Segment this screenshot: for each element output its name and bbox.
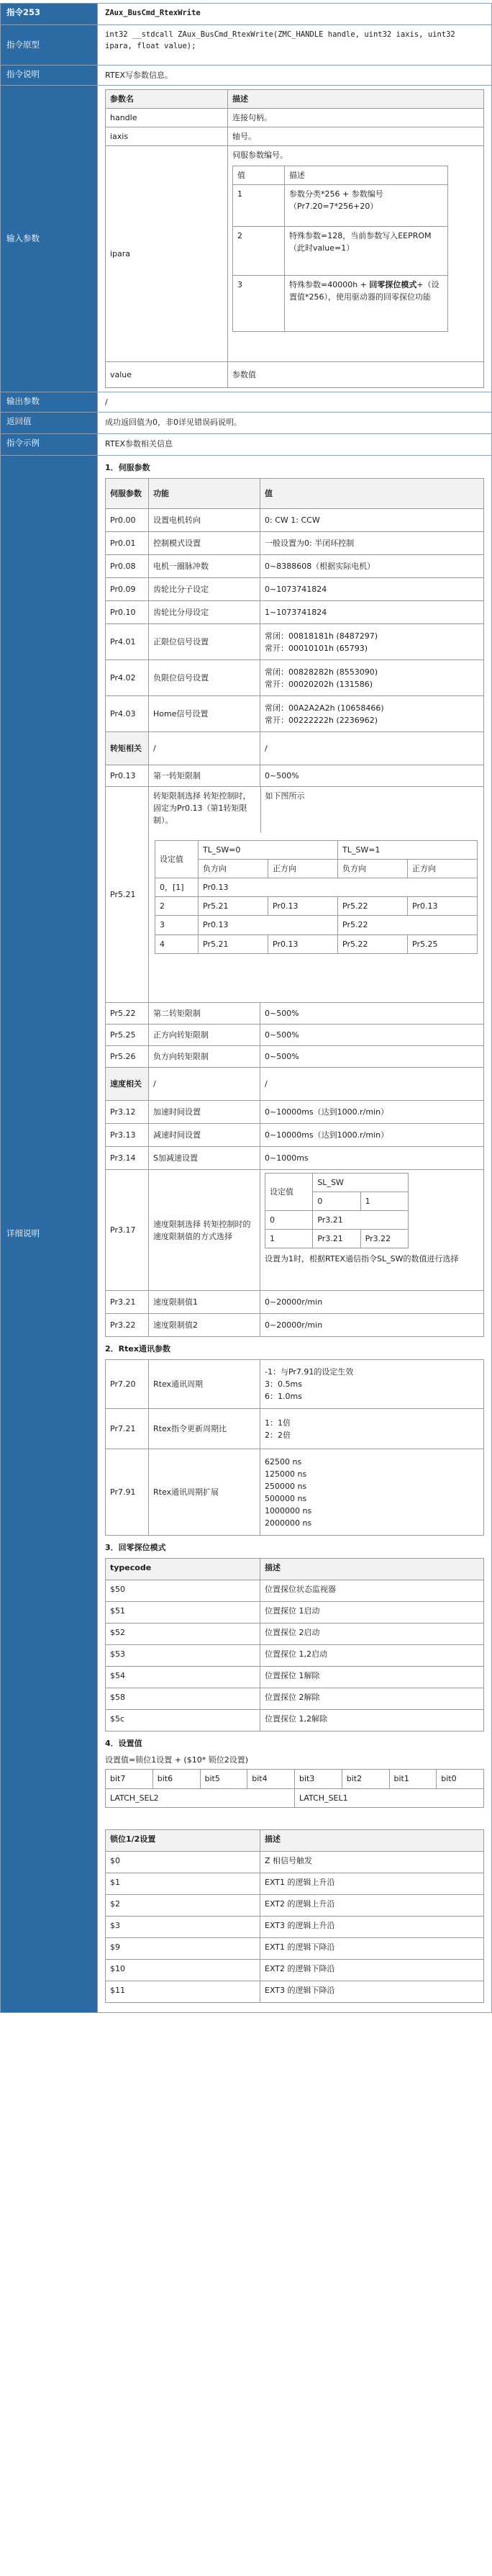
sub-col-dir: 负方向 bbox=[199, 860, 268, 878]
row-input bbox=[1, 86, 492, 392]
command-doc-table bbox=[0, 3, 492, 2013]
sub-col-slsw-1: 1 bbox=[360, 1192, 408, 1211]
servo-function: 速度限制值1 bbox=[149, 1291, 260, 1314]
rtex-value-line: -1：与Pr7.91的设定生效 bbox=[265, 1367, 354, 1377]
speed-limit-select-table bbox=[265, 1173, 409, 1248]
command-name: ZAux_BusCmd_RtexWrite bbox=[98, 4, 492, 25]
sub-col-tlsw1: TL_SW=1 bbox=[338, 841, 478, 860]
sub-cell: Pr5.25 bbox=[408, 935, 478, 953]
servo-param: Pr0.13 bbox=[106, 765, 149, 787]
latch-setting-desc: EXT3 的逻辑上升沿 bbox=[260, 1916, 484, 1937]
row-prototype bbox=[1, 25, 492, 66]
latch-setting: $3 bbox=[106, 1916, 260, 1937]
servo-function: 速度限制值2 bbox=[149, 1314, 260, 1337]
servo-function: 齿轮比分母设定 bbox=[149, 601, 260, 624]
servo-function: 控制模式设置 bbox=[149, 532, 260, 555]
ipara-value: 2 bbox=[233, 227, 285, 276]
servo-function: 第一转矩限制 bbox=[149, 765, 260, 787]
prototype-text: int32 __stdcall ZAux_BusCmd_RtexWrite(ZMC_HANDLE handle, uint32 iaxis, uint32 ipara, float value); bbox=[98, 25, 492, 66]
torque-group-function: / bbox=[149, 732, 260, 765]
servo-value: 0~20000r/min bbox=[260, 1291, 484, 1314]
sub-cell: Pr0.13 bbox=[199, 916, 338, 935]
latch-mode-table bbox=[105, 1558, 484, 1731]
typecode-desc: 位置探位 2解除 bbox=[260, 1688, 484, 1710]
latch-setting-desc: EXT1 的逻辑上升沿 bbox=[260, 1873, 484, 1894]
col-param-name: 参数名 bbox=[106, 90, 228, 109]
param-value-desc: 参数值 bbox=[228, 362, 484, 388]
servo-param: Pr5.26 bbox=[106, 1046, 149, 1068]
servo-value: 0~20000r/min bbox=[260, 1314, 484, 1337]
servo-value: 0~500% bbox=[260, 765, 484, 787]
latch-sel2: LATCH_SEL2 bbox=[106, 1788, 295, 1807]
servo-value-no: 常开：00222222h (2236962) bbox=[265, 715, 378, 725]
servo-value: 0~500% bbox=[260, 1024, 484, 1046]
servo-param: Pr0.01 bbox=[106, 532, 149, 555]
sub-cell: Pr0.13 bbox=[199, 878, 478, 897]
rtex-value-line: 500000 ns bbox=[265, 1493, 307, 1503]
servo-function: 第二转矩限制 bbox=[149, 1003, 260, 1024]
servo-function: 负方向转矩限制 bbox=[149, 1046, 260, 1068]
servo-param: Pr0.09 bbox=[106, 578, 149, 601]
sub-setting: 3 bbox=[155, 916, 199, 935]
sub-cell: Pr5.21 bbox=[199, 935, 268, 953]
sub-col-dir: 负方向 bbox=[338, 860, 408, 878]
servo-value-nc: 常闭：00A2A2A2h (10658466) bbox=[265, 703, 384, 713]
servo-function: 电机一圈脉冲数 bbox=[149, 555, 260, 578]
latch-setting: $11 bbox=[106, 1981, 260, 2002]
servo-param: Pr4.03 bbox=[106, 696, 149, 732]
servo-param: Pr3.12 bbox=[106, 1101, 149, 1124]
servo-param: Pr3.14 bbox=[106, 1147, 149, 1170]
servo-value: 0~1000ms bbox=[260, 1147, 484, 1170]
ipara-desc bbox=[285, 276, 448, 332]
section-title: 2．Rtex通讯参数 bbox=[105, 1344, 170, 1354]
servo-param: Pr5.21 bbox=[106, 787, 149, 1003]
servo-param: Pr3.13 bbox=[106, 1124, 149, 1147]
sub-cell: Pr5.22 bbox=[338, 935, 408, 953]
servo-function: 正限位信号设置 bbox=[149, 624, 260, 660]
rtex-function: Rtex通讯周期扩展 bbox=[149, 1449, 260, 1536]
servo-function: S加减速设置 bbox=[149, 1147, 260, 1170]
col-typecode: typecode bbox=[106, 1559, 260, 1580]
rtex-param: Pr7.20 bbox=[106, 1360, 149, 1409]
row-command bbox=[1, 4, 492, 25]
typecode: $52 bbox=[106, 1623, 260, 1645]
sub-cell: Pr5.22 bbox=[338, 897, 408, 916]
rtex-value-line: 1：1倍 bbox=[265, 1418, 291, 1428]
bit-cell: bit0 bbox=[437, 1770, 484, 1788]
typecode: $5c bbox=[106, 1710, 260, 1731]
typecode-desc: 位置探位 1,2启动 bbox=[260, 1645, 484, 1667]
servo-value: 0~10000ms（达到1000.r/min） bbox=[260, 1124, 484, 1147]
section-title: 3．回零探位模式 bbox=[105, 1543, 166, 1553]
label-detail: 详细说明 bbox=[1, 456, 98, 2012]
ipara-value: 3 bbox=[233, 276, 285, 332]
torque-group-heading: 转矩相关 bbox=[106, 732, 149, 765]
row-detail bbox=[1, 456, 492, 2012]
servo-function: 负限位信号设置 bbox=[149, 660, 260, 696]
latch-setting-table bbox=[105, 1829, 484, 2003]
latch-setting-desc: EXT3 的逻辑下降沿 bbox=[260, 1981, 484, 2002]
latch-setting: $0 bbox=[106, 1851, 260, 1873]
setting-formula: 设置值=锁位1设置 + ($10* 锁位2设置) bbox=[105, 1755, 248, 1765]
sub-setting: 1 bbox=[265, 1230, 313, 1248]
servo-value-nc: 常闭：00828282h (8553090) bbox=[265, 667, 378, 677]
bit-cell: bit6 bbox=[152, 1770, 200, 1788]
servo-param: Pr0.00 bbox=[106, 509, 149, 532]
servo-function: 速度限制选择 转矩控制时的速度限制值的方式选择 bbox=[149, 1170, 260, 1291]
sub-cell: Pr3.22 bbox=[360, 1230, 408, 1248]
sub-cell: Pr0.13 bbox=[268, 935, 338, 953]
row-return bbox=[1, 413, 492, 434]
servo-value: 一般设置为0: 半闭环控制 bbox=[260, 532, 484, 555]
ipara-value: 1 bbox=[233, 185, 285, 227]
sub-col-slsw: SL_SW bbox=[313, 1174, 409, 1192]
label-output: 输出参数 bbox=[1, 392, 98, 413]
label-input: 输入参数 bbox=[1, 86, 98, 392]
latch-setting-desc: EXT2 的逻辑上升沿 bbox=[260, 1894, 484, 1916]
sub-cell: Pr3.21 bbox=[313, 1211, 409, 1230]
section-title: 1．伺服参数 bbox=[105, 463, 150, 473]
sub-col-setting: 设定值 bbox=[265, 1174, 313, 1211]
param-handle: handle bbox=[106, 109, 228, 127]
bit-cell: bit2 bbox=[342, 1770, 389, 1788]
sub-cell: Pr5.22 bbox=[338, 916, 478, 935]
ipara-desc-emphasis: 回零探位模式 bbox=[369, 280, 417, 290]
servo-value: 0~10000ms（达到1000.r/min） bbox=[260, 1101, 484, 1124]
rtex-value-line: 250000 ns bbox=[265, 1481, 307, 1491]
sub-setting: 0 bbox=[265, 1211, 313, 1230]
latch-setting: $2 bbox=[106, 1894, 260, 1916]
torque-limit-select-table bbox=[155, 840, 478, 953]
torque-group-value: / bbox=[260, 732, 484, 765]
col-latch-setting-desc: 描述 bbox=[260, 1829, 484, 1851]
param-iaxis-desc: 轴号。 bbox=[228, 127, 484, 146]
servo-param: Pr3.17 bbox=[106, 1170, 149, 1291]
servo-param: Pr0.08 bbox=[106, 555, 149, 578]
rtex-param: Pr7.91 bbox=[106, 1449, 149, 1536]
rtex-value-line: 2000000 ns bbox=[265, 1518, 312, 1528]
servo-function: 正方向转矩限制 bbox=[149, 1024, 260, 1046]
sub-setting: 2 bbox=[155, 897, 199, 916]
col-param-desc: 描述 bbox=[228, 90, 484, 109]
sub-col-dir: 正方向 bbox=[408, 860, 478, 878]
param-handle-desc: 连接句柄。 bbox=[228, 109, 484, 127]
col-value: 值 bbox=[260, 479, 484, 509]
description-text: RTEX写参数信息。 bbox=[98, 66, 492, 86]
bit-cell: bit4 bbox=[247, 1770, 295, 1788]
rtex-comm-table bbox=[105, 1359, 484, 1536]
col-latch-desc: 描述 bbox=[260, 1559, 484, 1580]
rtex-value-line: 3：0.5ms bbox=[265, 1379, 302, 1390]
servo-function: Home信号设置 bbox=[149, 696, 260, 732]
ipara-title: 伺服参数编号。 bbox=[232, 150, 288, 161]
label-example: 指令示例 bbox=[1, 434, 98, 456]
typecode: $53 bbox=[106, 1645, 260, 1667]
bit-layout-table bbox=[105, 1769, 484, 1807]
bit-cell: bit7 bbox=[106, 1770, 153, 1788]
servo-function: 减速时间设置 bbox=[149, 1124, 260, 1147]
param-ipara: ipara bbox=[106, 146, 228, 362]
col-function: 功能 bbox=[149, 479, 260, 509]
bit-cell: bit1 bbox=[389, 1770, 437, 1788]
ipara-col-value: 值 bbox=[233, 166, 285, 185]
servo-param: Pr5.22 bbox=[106, 1003, 149, 1024]
typecode-desc: 位置探位 2启动 bbox=[260, 1623, 484, 1645]
sub-cell: Pr0.13 bbox=[268, 897, 338, 916]
latch-sel1: LATCH_SEL1 bbox=[295, 1788, 484, 1807]
rtex-function: Rtex指令更新周期比 bbox=[149, 1409, 260, 1449]
rtex-value-line: 2：2倍 bbox=[265, 1430, 291, 1440]
rtex-value-line: 125000 ns bbox=[265, 1469, 307, 1479]
typecode-desc: 位置探位 1,2解除 bbox=[260, 1710, 484, 1731]
servo-param: Pr4.01 bbox=[106, 624, 149, 660]
speed-group-function: / bbox=[149, 1068, 260, 1101]
label-return: 返回值 bbox=[1, 413, 98, 434]
typecode: $58 bbox=[106, 1688, 260, 1710]
row-example bbox=[1, 434, 492, 456]
servo-value: 0~500% bbox=[260, 1046, 484, 1068]
servo-function: 设置电机转向 bbox=[149, 509, 260, 532]
rtex-value-line: 62500 ns bbox=[265, 1456, 302, 1467]
sub-col-slsw-0: 0 bbox=[313, 1192, 360, 1211]
servo-param-table bbox=[105, 478, 484, 1337]
servo-function: 转矩限制选择 转矩控制时，固定为Pr0.13（第1转矩限制）。 bbox=[149, 787, 260, 833]
typecode: $51 bbox=[106, 1602, 260, 1623]
servo-param: Pr0.10 bbox=[106, 601, 149, 624]
servo-value-no: 常开：00020202h (131586) bbox=[265, 679, 373, 689]
latch-setting-desc: EXT2 的逻辑下降沿 bbox=[260, 1959, 484, 1981]
sub-col-tlsw0: TL_SW=0 bbox=[199, 841, 338, 860]
label-command: 指令253 bbox=[1, 4, 98, 25]
rtex-param: Pr7.21 bbox=[106, 1409, 149, 1449]
servo-function: 加速时间设置 bbox=[149, 1101, 260, 1124]
servo-value: 1~1073741824 bbox=[260, 601, 484, 624]
col-servo-param: 伺服参数 bbox=[106, 479, 149, 509]
servo-value: 0~500% bbox=[260, 1003, 484, 1024]
sub-col-setting: 设定值 bbox=[155, 841, 199, 878]
typecode-desc: 位置探位状态监视器 bbox=[260, 1580, 484, 1602]
ipara-desc: 参数分类*256 + 参数编号（Pr7.20=7*256+20） bbox=[285, 185, 448, 227]
servo-param: Pr4.02 bbox=[106, 660, 149, 696]
servo-param: Pr3.22 bbox=[106, 1314, 149, 1337]
sub-setting: 4 bbox=[155, 935, 199, 953]
example-text: RTEX参数相关信息 bbox=[98, 434, 492, 456]
return-text: 成功返回值为0，非0详见错误码说明。 bbox=[98, 413, 492, 434]
servo-value: 0~8388608（根据实际电机） bbox=[260, 555, 484, 578]
typecode-desc: 位置探位 1解除 bbox=[260, 1667, 484, 1688]
latch-setting-desc: Z 相信号触发 bbox=[260, 1851, 484, 1873]
servo-param: Pr5.25 bbox=[106, 1024, 149, 1046]
col-latch-setting: 锁位1/2设置 bbox=[106, 1829, 260, 1851]
typecode: $50 bbox=[106, 1580, 260, 1602]
sub-cell: Pr3.21 bbox=[313, 1230, 360, 1248]
sub-setting: 0，[1] bbox=[155, 878, 199, 897]
sub-col-dir: 正方向 bbox=[268, 860, 338, 878]
servo-function: 齿轮比分子设定 bbox=[149, 578, 260, 601]
param-iaxis: iaxis bbox=[106, 127, 228, 146]
output-text: / bbox=[98, 392, 492, 413]
servo-value: 0: CW 1: CCW bbox=[260, 509, 484, 532]
sub-cell: Pr0.13 bbox=[408, 897, 478, 916]
servo-value-no: 常开：00010101h (65793) bbox=[265, 643, 368, 653]
speed-group-heading: 速度相关 bbox=[106, 1068, 149, 1101]
rtex-value-line: 1000000 ns bbox=[265, 1505, 312, 1516]
ipara-desc: 特殊参数=128，当前参数写入EEPROM（此时value=1） bbox=[285, 227, 448, 276]
ipara-col-desc: 描述 bbox=[285, 166, 448, 185]
speed-limit-note: 设置为1时，根据RTEX通信指令SL_SW的数值进行选择 bbox=[265, 1254, 459, 1264]
ipara-value-table bbox=[232, 166, 448, 332]
rtex-function: Rtex通讯周期 bbox=[149, 1360, 260, 1409]
latch-setting: $9 bbox=[106, 1937, 260, 1959]
rtex-value-line: 6：1.0ms bbox=[265, 1392, 302, 1402]
servo-value: 如下图所示 bbox=[265, 791, 305, 801]
ipara-desc-part: 特殊参数=40000h + bbox=[289, 280, 370, 290]
servo-param: Pr3.21 bbox=[106, 1291, 149, 1314]
param-value: value bbox=[106, 362, 228, 388]
typecode-desc: 位置探位 1启动 bbox=[260, 1602, 484, 1623]
typecode: $54 bbox=[106, 1667, 260, 1688]
row-output bbox=[1, 392, 492, 413]
row-description bbox=[1, 66, 492, 86]
latch-setting-desc: EXT1 的逻辑下降沿 bbox=[260, 1937, 484, 1959]
servo-value-nc: 常闭：00818181h (8487297) bbox=[265, 631, 378, 641]
sub-cell: Pr5.21 bbox=[199, 897, 268, 916]
speed-group-value: / bbox=[260, 1068, 484, 1101]
section-title: 4．设置值 bbox=[105, 1739, 142, 1749]
ipara-desc-part: +（设置值*256），使用驱动器的回零探位功能 bbox=[289, 280, 439, 302]
bit-cell: bit3 bbox=[295, 1770, 342, 1788]
input-param-table bbox=[105, 89, 484, 388]
label-prototype: 指令原型 bbox=[1, 25, 98, 66]
latch-setting: $1 bbox=[106, 1873, 260, 1894]
latch-setting: $10 bbox=[106, 1959, 260, 1981]
label-description: 指令说明 bbox=[1, 66, 98, 86]
bit-cell: bit5 bbox=[200, 1770, 247, 1788]
servo-value: 0~1073741824 bbox=[260, 578, 484, 601]
